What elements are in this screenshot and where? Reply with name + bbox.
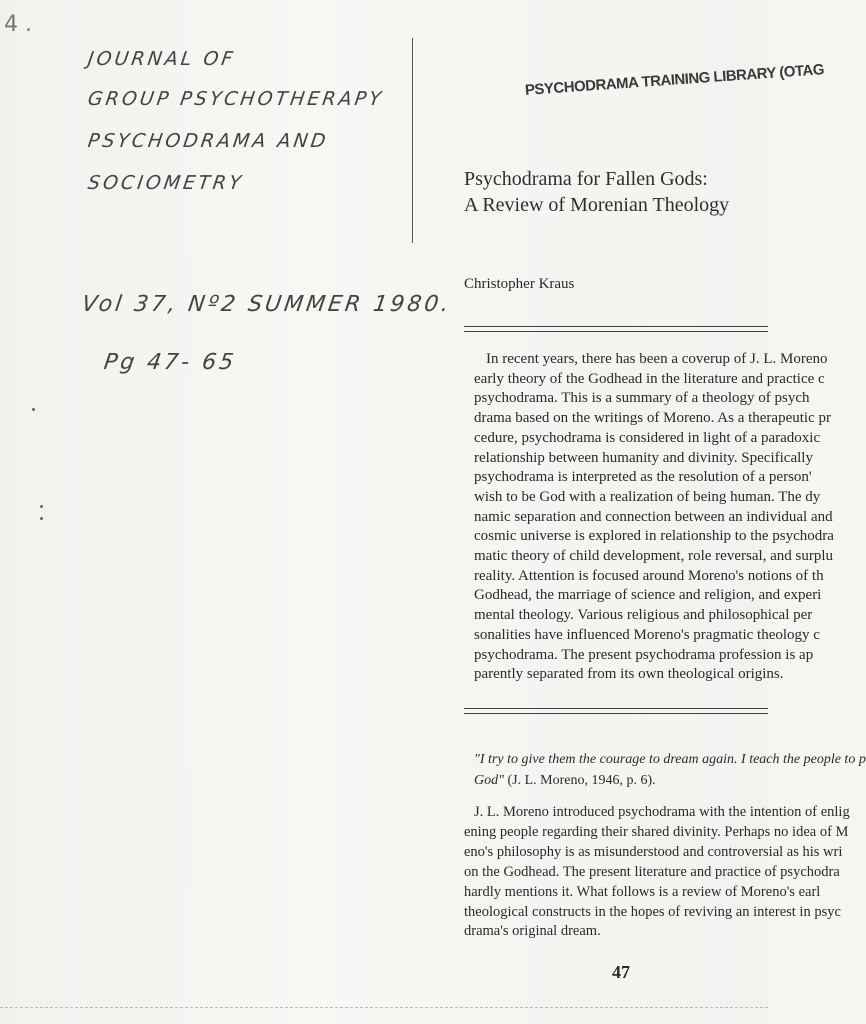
article-title-line-2: A Review of Morenian Theology	[464, 194, 730, 216]
body-line: J. L. Moreno introduced psychodrama with the intention of enlig	[474, 804, 850, 820]
epigraph	[474, 749, 866, 791]
abstract-line: sonalities have influenced Moreno's pragmatic theology c	[474, 626, 820, 643]
body-line: drama's original dream.	[464, 923, 601, 940]
page-fold-line	[412, 38, 413, 243]
article-author: Christopher Kraus	[464, 276, 575, 292]
abstract-line: psychodrama. This is a summary of a theology of psych	[474, 390, 810, 407]
body-line: ening people regarding their shared divinity. Perhaps no idea of M	[464, 823, 849, 840]
abstract-line: namic separation and connection between an individual and	[474, 508, 833, 525]
body-line: eno's philosophy is as misunderstood and controversial as his wri	[464, 843, 843, 860]
abstract-bottom-rule-2	[464, 713, 768, 714]
body-line: hardly mentions it. What follows is a review of Moreno's earl	[464, 883, 821, 900]
abstract-top-rule-2	[464, 331, 768, 332]
body-paragraph	[464, 803, 850, 942]
body-line: theological constructs in the hopes of reviving an interest in psyc	[464, 903, 841, 920]
handwritten-pages: Pg 47- 65	[102, 350, 238, 375]
abstract-line: relationship between humanity and divinity. Specifically	[474, 449, 813, 466]
speck	[40, 505, 43, 508]
abstract	[474, 350, 834, 685]
library-stamp: PSYCHODRAMA TRAINING LIBRARY (OTAG	[524, 61, 825, 99]
handwritten-journal-line-3: PSYCHODRAMA AND	[86, 130, 330, 152]
abstract-line: mental theology. Various religious and philosophical per	[474, 607, 813, 624]
abstract-line: In recent years, there has been a coverup of J. L. Moreno	[486, 351, 828, 367]
handwritten-volume: Vol 37, Nº2 SUMMER 1980.	[80, 292, 454, 317]
body-line: on the Godhead. The present literature and practice of psychodra	[464, 863, 840, 880]
abstract-line: cosmic universe is explored in relationship to the psychodra	[474, 528, 834, 545]
abstract-line: cedure, psychodrama is considered in light of a paradoxic	[474, 429, 821, 446]
abstract-line: Godhead, the marriage of science and religion, and experi	[474, 587, 822, 604]
article-title-line-1: Psychodrama for Fallen Gods:	[464, 168, 708, 190]
abstract-line: parently separated from its own theological origins.	[474, 666, 784, 683]
abstract-line: matic theory of child development, role reversal, and surplu	[474, 548, 834, 565]
speck	[32, 408, 35, 411]
epigraph-quote-end: God"	[474, 773, 504, 788]
abstract-line: psychodrama is interpreted as the resolution of a person'	[474, 469, 812, 486]
epigraph-line-2	[474, 770, 768, 791]
epigraph-line-1: "I try to give them the courage to dream again. I teach the people to p	[474, 752, 866, 767]
abstract-line: wish to be God with a realization of being human. The dy	[474, 488, 821, 505]
page-number: 47	[612, 962, 630, 982]
handwritten-journal-line-2: GROUP PSYCHOTHERAPY	[86, 88, 386, 110]
abstract-line: psychodrama. The present psychodrama profession is ap	[474, 646, 814, 663]
abstract-top-rule	[464, 326, 768, 327]
abstract-line: drama based on the writings of Moreno. As a therapeutic pr	[474, 410, 831, 427]
abstract-line: early theory of the Godhead in the literature and practice c	[474, 370, 825, 387]
epigraph-citation: (J. L. Moreno, 1946, p. 6).	[504, 773, 656, 788]
abstract-bottom-rule	[464, 708, 768, 709]
corner-mark: 4 .	[4, 12, 32, 37]
scan-edge	[0, 1007, 768, 1008]
handwritten-journal-line-4: SOCIOMETRY	[86, 172, 246, 194]
abstract-line: reality. Attention is focused around Moreno's notions of th	[474, 567, 824, 584]
speck	[40, 517, 43, 520]
handwritten-journal-line-1: JOURNAL OF	[86, 48, 237, 70]
